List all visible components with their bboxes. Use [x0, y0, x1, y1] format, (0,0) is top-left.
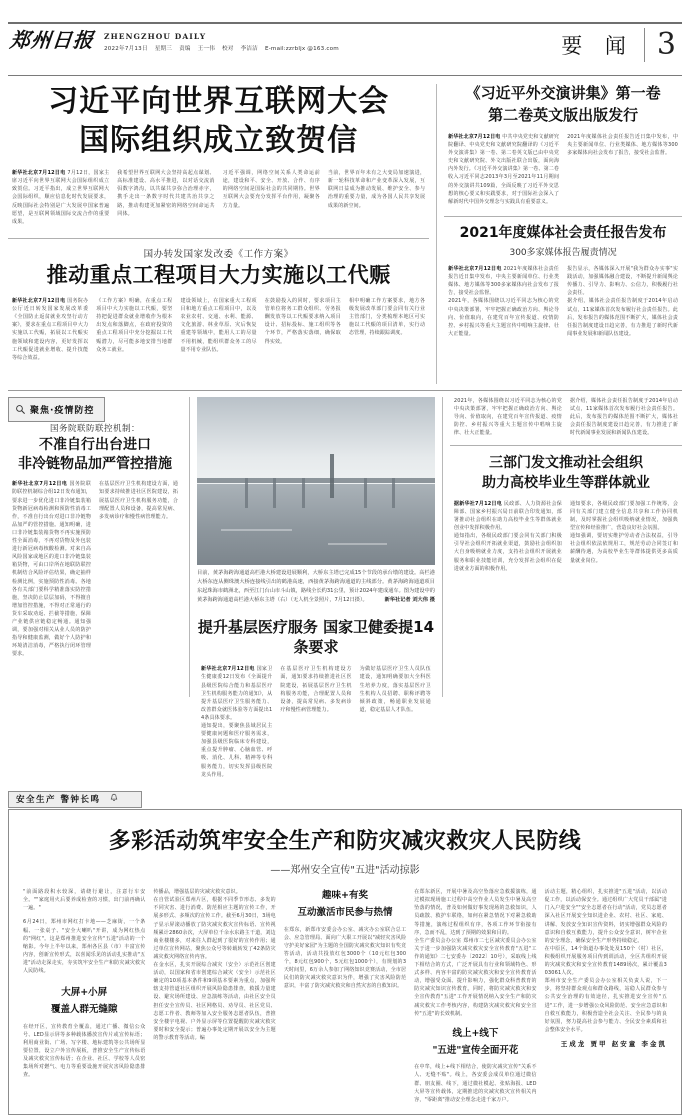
- safety-sub3-line1: 线上+线下: [452, 1027, 499, 1039]
- book-headline-line2: 第二卷英文版出版发行: [488, 105, 639, 124]
- epidemic-col-1: [8, 480, 95, 658]
- employment-body: [450, 500, 682, 573]
- band-divider-major: [8, 390, 682, 391]
- health-dateline: 新华社北京7月12日电: [201, 666, 255, 673]
- lead-headline-line2: 国际组织成立致贺信: [79, 122, 359, 158]
- epidemic-body-text: 国务院联防联控机制综合组12日发布通知，要求进一步优化进口非冷链集装箱货物新冠病毒检测和预防性消毒工作，不准自行出台对进口非冷链物品加严的管控措施。通知明确，进口非冷链集装箱货物不再实施预防性全面消毒，不再对货物及外包装进行新冠病毒核酸检测。对来自高风险国家或地区的进口非冷链集装箱货物，可由口岸所在地联防联控机制结合风险评估结果，确定抽样检测比例，实施预防性消毒。各地各有关部门要科学精准落实防控措施，坚决防止层层加码，不得擅自增加管控措施，不得对正常通行的货车采取劝返、拦截等措施，保障产业链供应链稳定畅通。通知强调，要加强对相关从业人员的防护指导和健康监测，做好个人防护和环境清洁消毒，严格执行闭环管理要求。: [12, 481, 92, 658]
- safety-tag-label: 安全生产 警钟长鸣: [16, 794, 101, 805]
- left-divider-1: [8, 238, 429, 239]
- proofer-name: 李洁洁: [240, 45, 258, 52]
- lead-col-3: [219, 169, 324, 226]
- photo-credit: 新华社记者 刘大伟 摄: [384, 596, 435, 603]
- safety-tag: [8, 791, 142, 808]
- gov-body-4: 在鼓励投入的同时，要求项目主管单位将务工群众组织、劳务报酬发放等以工代赈要求纳入项目设计、招标投标、施工组织等各个环节，严格落实落细，确保取得实效。: [264, 298, 341, 345]
- media-col-2: [563, 265, 682, 338]
- left-main-column: [8, 84, 429, 384]
- gov-col-4: [261, 297, 345, 362]
- section-name: 要 闻: [561, 34, 634, 58]
- photo-caption-text: 目前，黄茅海跨海通道高栏港大桥建设进展顺利，大桥东主塔已完成15个节段的承台墩的建设。高栏港大桥东连从侧珠澳大桥连接线引出的鹤港高速，西接黄茅海跨海通道的主线部分。黄茅海跨海通道项目东起珠海市鹤洲北，西至江门台山市斗山镇，路线全长约31公里，预计2024年建成通车。图为建设中的黄茅海跨海通道高栏港大桥东主塔（右）（无人机全景照片，7月12日摄）。: [197, 570, 435, 603]
- right-divider-1: [444, 216, 682, 217]
- safety-col-1: [19, 888, 149, 1079]
- news-photo: [197, 397, 435, 565]
- safety-col2-p1: 传播品，增强基层的灾减灾救灾意识。: [153, 889, 241, 896]
- lead-col-2: [113, 169, 218, 226]
- main-vertical-divider: [436, 84, 437, 384]
- masthead-publication-info: [104, 44, 344, 52]
- photo-sky: [197, 397, 435, 484]
- epidemic-dateline: 新华社北京7月12日电: [12, 481, 68, 488]
- media-body-3: 报告显示，各媒体深入开展"我为群众办实事"实践活动，加强媒体融合建设，不断提升新闻舆论传播力、引导力、影响力、公信力，积极履行社会责任。: [567, 266, 679, 297]
- epidemic-body: [8, 480, 182, 658]
- masthead-meta: [104, 32, 344, 52]
- book-body-text-2: 2021年度媒体社会责任报告近日集中发布，中央主要新闻单位、行业类媒体、地方媒体等300多家媒体向社会发布了报告，接受社会监督。: [567, 134, 679, 157]
- epidemic-story: [8, 397, 182, 779]
- media-headline: 2021年度媒体社会责任报告发布: [459, 224, 667, 241]
- employment-col-2: [566, 500, 682, 573]
- photo-bridge-pier: [245, 478, 248, 508]
- gov-col-1: [8, 297, 92, 362]
- middle-divider-left: [189, 397, 190, 697]
- lead-body-3: 习近平强调，网络空间关系人类命运前途，建设和平、安全、开放、合作、有序的网络空间是国际社会的共同期待。世界互联网大会要充分发挥平台作用，凝聚各方力量。: [222, 170, 320, 209]
- gov-body-1: 国务院办公厅近日转发国家发展改革委《全国防止返贫就业攻坚行动方案》，要求在重点工程项目中大力实施以工代赈，拓展以工代赈实施领域和建设内容，更好发挥以工代赈促进就业增收、提升技能等综合效益。: [12, 298, 89, 361]
- safety-sub3-line2: "五进"宣传全面开花: [432, 1044, 519, 1056]
- safety-sub1-line2: 覆盖人群无缝隙: [50, 1003, 118, 1015]
- lead-body-2: 我希望世界互联网大会坚持高起点谋划、高标准建设、高水平推进，以对话交流消弭数字鸿沟，以共谋共享弥合治理赤字，携手走出一条数字时代共建共治共享之路，推动构建更加紧密的网络空间命运共同体。: [117, 170, 215, 217]
- health-col-3: [356, 665, 435, 778]
- safety-subtitle: ——郑州安全宣传"五进"活动掠影: [270, 865, 420, 877]
- photo-water-wake: [328, 543, 387, 545]
- media-cont-col-1: [450, 397, 566, 437]
- diplomacy-book-story: [444, 84, 682, 206]
- epidemic-tag-label: 聚焦·疫情防控: [30, 406, 95, 416]
- employment-headline-line1: 三部门发文推动社会组织: [488, 455, 643, 472]
- health-col-2: [276, 665, 355, 778]
- media-col-1: [444, 265, 563, 338]
- safety-col5-p3: 郑州市安全生产委员会办公室相关负责人说，下一步，将坚持群众观点和群众路线，站稳人民群众参与公共安全治理的有效途径，扎实推进安全宣传"五进"工作，进一步增强公众风险防范、安全应急意识和自救互救能力，积极营造全社会关注、全民参与的良好氛围，努力提高社会参与能力、全民安全素质和社会整体安全水平。: [544, 978, 668, 1033]
- safety-byline: 王成龙 贾甲 赵安童 李金凯: [560, 1039, 668, 1048]
- safety-sub2-line1: 趣味+有奖: [322, 890, 368, 902]
- gov-col-3: [176, 297, 260, 362]
- safety-feature-section: [8, 791, 682, 1115]
- safety-para-1: 6月24日，郑州市网红打卡地——芝麻街，一个条幅、一张桌子、"安全大喇叭"开讲，成为网红热点的"网红"。这是郑州推进安全宣传"五进"活动的一个缩影。今年上半年以来，郑州各区县（市）丰富宣传内容，创新宣传形式，以喜闻乐见的活动扎实推动"五进"活动走深走实，夯实筑牢安全生产和防灾减灾救灾人民防线。: [23, 919, 146, 975]
- newspaper-page: [0, 22, 690, 1103]
- health-dateline-para: [201, 665, 272, 722]
- employment-dateline: 据新华社7月12日电: [453, 500, 503, 507]
- book-body: [444, 133, 682, 206]
- photo-bridge-pier: [364, 478, 367, 508]
- media-cont-1: 2021年，各媒体围绕以习近平同志为核心的党中央决策部署，牢牢把握正确政治方向、舆论导向、价值取向，在建党百年宣传报道、疫情防控、乡村振兴等重大主题宣传中唱响主旋律、壮大正能量。: [453, 398, 562, 437]
- media-body-2: 2021年，各媒体围绕以习近平同志为核心的党中央决策部署，牢牢把握正确政治方向、舆论导向、价值取向，在建党百年宣传报道、疫情防控、乡村振兴等重大主题宣传中唱响主旋律、壮大正能量。: [448, 298, 560, 337]
- epidemic-col-2: [95, 480, 182, 658]
- safety-sub3-body: 在中牟，线上+线下相结合，使防灾减灾宣传"关系不人、无缝不贴"。线上，各安委会成员单位通过微信群、朋友圈、线下，通过微社模起、张贴海报、LED大屏等宣传载体，定期推送的灾减灾救灾宣传相关内容，"零距离"推动安全理念走进千家万户。: [414, 1064, 537, 1103]
- health-col-1: [197, 665, 276, 778]
- publication-date: 2022年7月13日: [104, 45, 148, 52]
- lead-body-4: 当前，世界百年未有之大变局加速演进，新一轮科技革命和产业变革深入发展，互联网日益成为推动发展、维护安全、参与治理的重要力量，成为各国人民共享发展成果的新空间。: [327, 170, 426, 209]
- safety-tag-row: [8, 791, 682, 807]
- masthead-left: [10, 30, 344, 52]
- employment-headline-line2: 助力高校毕业生等群体就业: [481, 474, 650, 491]
- safety-col4-p1: 在郑东新区，开展中暑及高空坠落应急救援演练，通过模拟现场施工过程中高空作业人员发生中暑及高空坠落的情况，普及如何做好事发现场的急救知识，人员疏散、救护车联络，如何在紧急情况下对紧急救助等措施，演练过程组织有序，各项工作环节衔接有序，急而不乱，达到了预期的效果和目的。: [414, 889, 537, 936]
- safety-body: [19, 888, 671, 1104]
- media-body-1: 2021年度媒体社会责任报告近日集中发布，中央主要新闻单位、行业类媒体、地方媒体等300多家媒体向社会发布了报告，接受社会监督。: [448, 266, 560, 297]
- epidemic-headline-line1: 不准自行出台进口: [39, 437, 152, 453]
- photo-bridge-pier: [392, 478, 395, 508]
- health-body-2: 通知提出，要聚焦县域居民主要健康问题和医疗服务需求，加强县级医院临床专科建设，重点提升肿瘤、心脑血管、呼吸、消化、儿科、精神等专科服务能力，切实发挥县级医院龙头作用。: [201, 723, 273, 778]
- safety-col2-p3: 在金水区，扎实开展综合减灾（安全）示范社区创建活动，以国家和省市创建综合减灾（安全）示范社区确定的10项基本条件和9项基本要素为重点，加强所辖支持管道社区组织开展风险隐患排查，救援力量建设、避灾场所建设、应急演练等活动，由社区安全员担任安全宣传员、社区网格员、劝导员、社区党员、志愿工作者、教师等加入安全服务志愿者队伍，普推安全楼宇电视、户外显示屏等位置提醒防灾减灾救灾要时和安全提示；普遍办事处定期开展以安全为主题的警示教育等活动。编: [153, 962, 276, 1041]
- employment-body-2: 通知指出，各级民政部门要会同有关部门积极引导社会组织开拓就业渠道，鼓励社会组织加大自身吸纳就业力度，支持社会组织开展就业服务和职业技能培训，充分发挥社会组织在促进就业方面的积极作用。: [453, 533, 562, 572]
- publication-weekday: 星期三: [154, 45, 173, 52]
- book-dateline: 新华社北京7月12日电: [448, 134, 501, 140]
- gov-body-5: 相中明确工作方案要求，地方各级发展改革部门要会同有关行业主管部门，分类梳理本地区可实施以工代赈的项目清单，实行动态管理，持续跟踪调度。: [348, 298, 426, 337]
- masthead: [8, 22, 682, 76]
- proof-label: 校对: [222, 45, 234, 52]
- gov-kicker: 国办转发国家发改委《工作方案》: [143, 248, 294, 260]
- employment-column: [450, 397, 682, 779]
- employment-dateline-para: [454, 500, 562, 532]
- health-body-1: 国家卫生健康委12日发布《全面提升县级医院综合能力和基层医疗卫生机构服务能力的通知》，从提升基层医疗卫生服务能力、改善群众就医体验等方面提出14条具体要求。: [201, 666, 273, 721]
- epidemic-kicker: 国务院联防联控机制：: [50, 424, 141, 434]
- epidemic-dateline-para: [12, 480, 91, 658]
- health-body: [197, 665, 435, 778]
- bell-icon: [109, 793, 119, 806]
- gov-headline: 推动重点工程项目大力实施以工代赈: [46, 262, 391, 287]
- editor-name: 王一伟: [197, 45, 216, 52]
- media-cont-col-2: [566, 397, 682, 437]
- lead-dateline-para: [12, 169, 109, 226]
- top-band: [8, 84, 682, 384]
- masthead-right: [561, 28, 680, 62]
- middle-band: [8, 397, 682, 779]
- photo-bridge-deck: [197, 478, 435, 483]
- employment-body-4: 通知强调，要切实维护劳动者合法权益，引导社会组织依法依规用工，规范劳动合同签订和薪酬待遇，为高校毕业生等群体提供更多高质量就业岗位。: [569, 533, 679, 564]
- gov-body-3: 建设领域上，在国家重大工程项目和地方重点工程项目中，以及农业农村、交通、水利、能源、文化旅游、林业草原、灾后恢复重建等领域中，能用人工的尽量不用机械，能组织群众务工的尽量不用专业队伍。: [180, 298, 257, 353]
- health-headline: 提升基层医疗服务 国家卫健委提14条要求: [197, 618, 435, 656]
- media-body-4: 据介绍，媒体社会责任报告制度于2014年启动试点，11家媒体首次发布履行社会责任报告。此后，发布报告的媒体范围不断扩大，媒体社会责任报告制度建设日趋完善，有力推进了新时代新闻事业发展和新闻队伍建设。: [567, 298, 679, 337]
- contact-email: E-mail:zzrbljx @163.com: [264, 45, 339, 52]
- safety-col-3: [280, 888, 410, 990]
- lead-col-1: [8, 169, 113, 226]
- book-dateline-para: [448, 133, 559, 206]
- safety-feature-box: [8, 809, 682, 1115]
- safety-col4-p2: 全生产委员会办公室 郑州市二七区减灾委员会办公室关于进一步加强防灾减灾救灾安全宣传教育"五进"工作的通知》二七安委办〔2022〕10号），采取线上线下相结合的方式，广泛开展具有行业和领域特色、形式多样、内容丰富的防灾减灾救灾和安全宣传教育活动，增强受众面、提升影响力，强化群众科普教育的防灾减灾知识宣传教育。同时，将防灾减灾救灾和安全宣传教育"五进"工作开展情况纳入安全生产和防灾减灾救灾工作考核内容，构建防灾减灾救灾和安全宣传"五进"的长效机制。: [414, 937, 537, 1017]
- book-col-2: [563, 133, 682, 206]
- lead-col-4: [324, 169, 429, 226]
- right-main-column: [444, 84, 682, 384]
- magnifier-icon: [15, 400, 26, 419]
- media-body: [444, 265, 682, 338]
- gov-col-5: [345, 297, 429, 362]
- epidemic-body-text-2: 在基层医疗卫生机构建设方面，通知要求持续推进社区医院建设，拓展基层医疗卫生机构服务功能，合理配置人员和设备，提高常见病、多发病诊疗和慢性病管理能力。: [99, 481, 179, 520]
- photo-bridge-pier: [302, 478, 305, 508]
- employment-col-1: [450, 500, 566, 573]
- newspaper-logo: 郑州日报: [8, 28, 96, 52]
- lead-body: [8, 169, 429, 226]
- safety-col2-p2: 在自管试验区郑州片区，根据不同季节形态、多发的不同灾害、进行消费、防范相应主题的宣传工作，开展多形式、多频次的宣传工作。截至6月30日，3场电子显示屏滚动播放了防灾减灾救灾宣传标语、宣传视频累计2860余次，大屏单位千余水东路主干道，刘边商业楼楼多，对来往人群起到了很好的宣传作用；通过单位宣传网站，聚焦公众号等转载转发了42条防灾减灾救灾网络宣传内容。: [153, 897, 276, 960]
- gov-col-2: [92, 297, 176, 362]
- media-cont-2: 据介绍，媒体社会责任报告制度于2014年启动试点，11家媒体首次发布履行社会责任报告。此后，发布报告的媒体范围不断扩大，媒体社会责任报告制度建设日趋完善，有力推进了新时代新闻事业发展和新闻队伍建设。: [569, 398, 679, 437]
- photo-water-wake: [221, 529, 292, 531]
- lead-body-1: 7月12日，国家主席习近平向世界互联网大会国际组织成立致贺信。习近平指出，成立世界互联网大会国际组织，顺应信息化时代发展要求，反映国际社会特别是广大发展中国家普遍愿望，是互联网领域国际交流合作的重要成果。: [12, 170, 110, 225]
- lead-dateline: 新华社北京7月12日电: [12, 170, 66, 177]
- book-headline-line1: 《习近平外交演讲集》第一卷: [465, 84, 661, 102]
- safety-col-5: [541, 888, 671, 1048]
- employment-divider: [450, 445, 682, 446]
- gov-dateline-para: [12, 297, 88, 362]
- safety-sub1-body: 在经开区，宣传教育全覆盖，通过广播、微信公众号、LED显示屏等多种载体播放宣传片或宣传标语；利用商业街、广场、写字楼、地标建筑等公共场所显要位置，设立户外宣传展板，普推安全生产宣传标语及减灾救灾宣传标语；在企业、社区、学校等人员密集场所对燃气、电力等重要设施开展灾害风险隐患排查。: [23, 1023, 146, 1079]
- page-number: 3: [656, 27, 676, 62]
- epidemic-tag-row: [8, 397, 182, 415]
- media-dateline-para: [448, 265, 559, 297]
- media-subtitle: 300多家媒体报告履责情况: [509, 248, 617, 259]
- health-body-4: 为做好基层医疗卫生人员队伍建设，通知明确要加大全科医生培养力度，落实基层医疗卫生机构人员招聘、职称评聘等倾斜政策，畅通职业发展通道，稳定基层人才队伍。: [359, 666, 431, 713]
- photo-bridge-pier: [273, 478, 276, 508]
- safety-col-2: [149, 888, 279, 1042]
- newspaper-logo-english: ZHENGZHOU DAILY: [104, 32, 207, 41]
- photo-bridge-tower: [330, 454, 334, 498]
- media-dateline: 新华社北京7月12日电: [448, 266, 502, 273]
- safety-col5-p1: 活动主题，精心组织，扎实推进"五进"活动，以活动促工作，以活动保安全。通过组织广大党员干部属"进门入户进安全""安全志愿者在行动"活动，党员志愿者深入社区开展安全知识进企业、农村、社区、家庭、讲解、发放安全知识宣传资料，切实增强群众风险的意识和自救互救能力，提升公众安全意识，树牢企业的安全理念，确保安全生产形势持续稳定。: [544, 889, 668, 944]
- photo-sea: [197, 484, 435, 565]
- middle-divider-right: [442, 397, 443, 697]
- safety-col5-p2: 在中原区，14个街道办事处处及150个（村）社区，积极组织开展服务项目传到训活动，全区共组织开展的灾减灾救灾和安全宣传教育1489场次，累计覆盖303061人次。: [544, 945, 668, 977]
- safety-sub2-line2: 互动激活市民参与热情: [297, 907, 393, 918]
- gov-story: [8, 246, 429, 362]
- photo-caption: [197, 569, 435, 604]
- employment-body-1: 民政部、人力资源社会保障部、国家乡村振兴局日前联合印发通知，部署推动社会组织在助力高校毕业生等群体就业创业中发挥积极作用。: [453, 500, 562, 532]
- safety-col-4: [410, 888, 540, 1104]
- editor-label: 责编: [179, 45, 191, 52]
- safety-quote: "前面路段积水较深，请绕行避让，注意行车安全。""家庭用火后要养成检查的习惯，出门前再确认一遍。": [23, 889, 146, 912]
- media-continued: [450, 397, 682, 437]
- photo-health-column: [197, 397, 435, 779]
- gov-body: [8, 297, 429, 362]
- safety-sub1-line1: 大屏+小屏: [61, 987, 108, 999]
- safety-sub2-body: 在郑东，新郑市安委会办公室、减灾办公室联合总工会、应急管理局、面向广大职工开展以"减轻灾害风险 守护美好家园"为主题的全国防灾减灾救灾知识有奖竞答活动，活动共投放红包3000个（10元红包300个，8元红包900个，5元红包1000个），有规划的3天时间里，6万余人参加了网络知识竞赛活动，全市居民们的防灾减灾救灾意识为伴，增强了灾害风险防范意识，丰富了防灾减灾救灾和自然灾害的自救知识。: [283, 926, 407, 990]
- media-report-story: [444, 224, 682, 338]
- health-body-3: 在基层医疗卫生机构建设方面，通知要求持续推进社区医院建设，拓展基层医疗卫生机构服务功能，合理配置人员和设备，提高常见病、多发病诊疗和慢性病管理能力。: [280, 666, 352, 713]
- book-body-text: 中共中央党史和文献研究院翻译、中央党史和文献研究院翻译的《习近平外交演讲集》第一卷、第二卷英文版已由中央党史和文献研究院、外文出版社联合出版，面向海内外发行。《习近平外交演讲集》第一卷、第二卷收入习近平同志2013年3月至2021年11月期间的外交演讲共109篇，全面反映了习近平外交思想的核心要义和实践要求，对于国际社会深入了解新时代中国外交理念与实践具有重要意义。: [448, 134, 560, 205]
- book-col-1: [444, 133, 563, 206]
- employment-body-3: 通知要求，各级民政部门要加强工作统筹，会同有关部门建立健全信息共享和工作协同机制，及时掌握社会组织吸纳就业情况，加强典型宣传和经验推广，营造良好社会氛围。: [569, 500, 679, 532]
- safety-headline: 多彩活动筑牢安全生产和防灾减灾救灾人民防线: [108, 828, 582, 854]
- lead-story: [8, 84, 429, 226]
- lead-headline-line1: 习近平向世界互联网大会: [48, 84, 390, 119]
- gov-dateline: 新华社北京7月12日电: [12, 298, 66, 305]
- gov-body-2: 《工作方案》明确，在重点工程项目中大力实施以工代赈，要坚持把促进群众就业增收作为根本出发点和落脚点，在政府投资的重点工程项目中充分挖掘以工代赈潜力，尽可能多地安排当地群众务工就业。: [96, 298, 173, 353]
- epidemic-headline-line2: 非冷链物品加严管控措施: [18, 456, 173, 473]
